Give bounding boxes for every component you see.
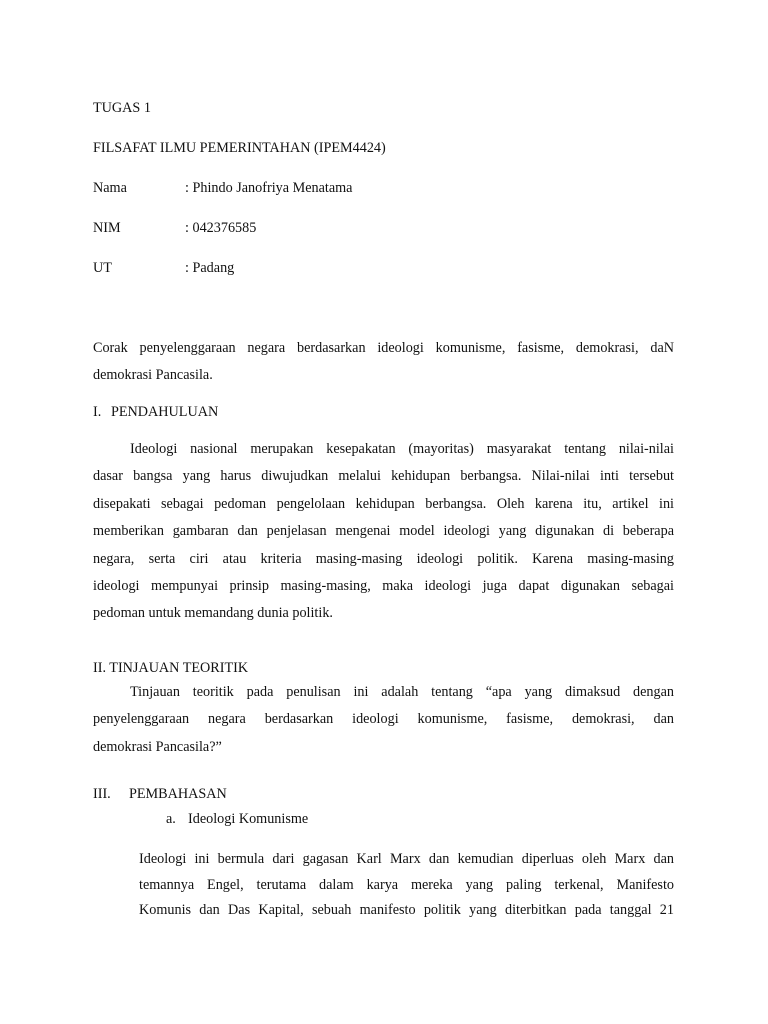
paragraph-line: disepakati sebagai pedoman pengelolaan kehidupan berbangsa. Oleh karena itu, artikel ini (93, 495, 674, 512)
paragraph-line: Komunis dan Das Kapital, sebuah manifesto politik yang diterbitkan pada tanggal 21 (139, 902, 674, 919)
subsection-a-paragraph (139, 847, 674, 924)
subsection-a-heading: Ideologi Komunisme (188, 811, 309, 827)
section-2-heading: II. TINJAUAN TEORITIK (93, 660, 249, 676)
name-value: : Phindo Janofriya Menatama (185, 180, 353, 196)
topic-paragraph (93, 335, 674, 390)
nim-label: NIM (93, 220, 121, 236)
subsection-a-number: a. (166, 811, 176, 827)
paragraph-line: ideologi mempunyai prinsip masing-masing, maka ideologi juga dapat digunakan sebagai (93, 577, 674, 594)
topic-line: demokrasi Pancasila. (93, 367, 213, 384)
paragraph-line: memberikan gambaran dan penjelasan mengenai model ideologi yang digunakan di beberapa (93, 523, 674, 540)
section-3-number: III. (93, 786, 111, 802)
paragraph-line: demokrasi Pancasila?” (93, 738, 222, 755)
paragraph-line: negara, serta ciri atau kriteria masing-masing ideologi politik. Karena masing-masing (93, 550, 674, 567)
paragraph-line: Ideologi nasional merupakan kesepakatan (mayoritas) masyarakat tentang nilai-nilai (130, 441, 674, 457)
section-1-number: I. (93, 404, 102, 420)
task-title: TUGAS 1 (93, 100, 151, 116)
topic-line: Corak penyelenggaraan negara berdasarkan ideologi komunisme, fasisme, demokrasi, daN (93, 340, 674, 356)
paragraph-line: Ideologi ini bermula dari gagasan Karl Marx dan kemudian diperluas oleh Marx dan (139, 851, 674, 867)
paragraph-line: Tinjauan teoritik pada penulisan ini adalah tentang “apa yang dimaksud dengan (130, 684, 674, 700)
paragraph-line: pedoman untuk memandang dunia politik. (93, 605, 333, 622)
section-2-paragraph (93, 679, 674, 761)
ut-value: : Padang (185, 260, 235, 276)
course-title: FILSAFAT ILMU PEMERINTAHAN (IPEM4424) (93, 140, 386, 156)
paragraph-line: dasar bangsa yang harus diwujudkan melalui kehidupan berbangsa. Nilai-nilai inti tersebut (93, 468, 674, 485)
name-label: Nama (93, 180, 127, 196)
paragraph-line: temannya Engel, terutama dalam karya mereka yang paling terkenal, Manifesto (139, 876, 674, 893)
paragraph-line: penyelenggaraan negara berdasarkan ideologi komunisme, fasisme, demokrasi, dan (93, 711, 674, 728)
nim-value: : 042376585 (185, 220, 257, 236)
ut-label: UT (93, 260, 112, 276)
section-1-paragraph (93, 436, 674, 628)
section-3-heading: PEMBAHASAN (129, 786, 227, 802)
section-1-heading: PENDAHULUAN (111, 404, 219, 420)
